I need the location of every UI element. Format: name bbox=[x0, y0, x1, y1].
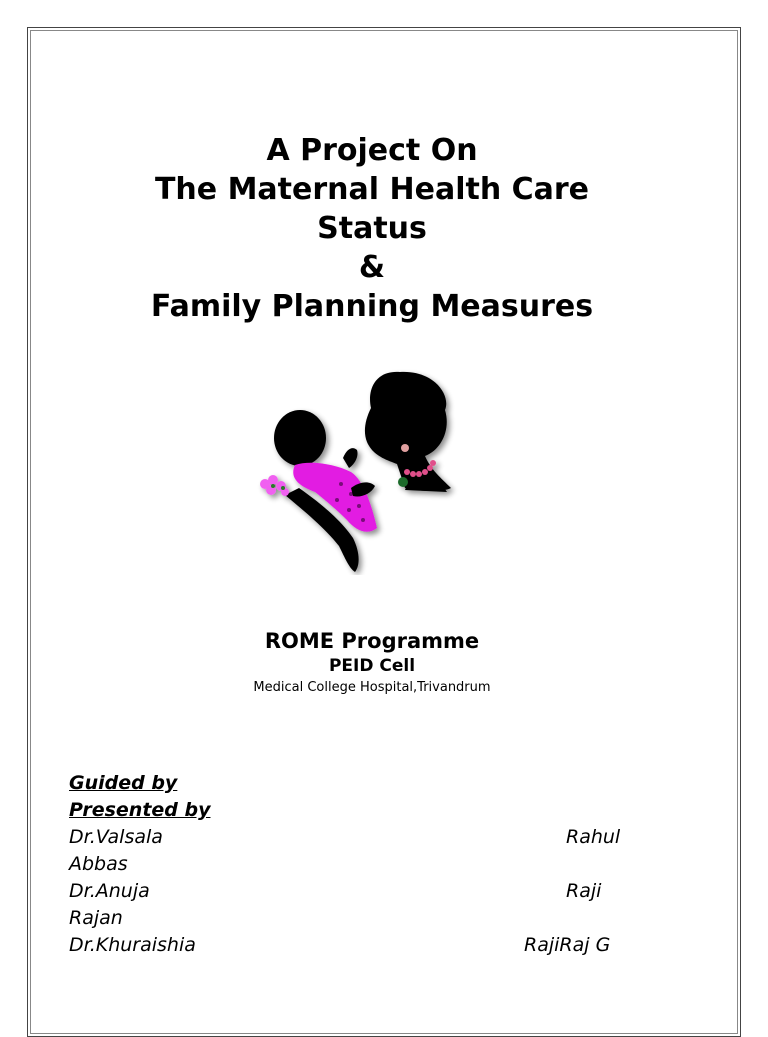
guide-name: Abbas bbox=[69, 853, 128, 875]
people-line bbox=[69, 851, 669, 878]
presenter-name: Raji bbox=[566, 880, 602, 902]
presented-by-heading: Presented by bbox=[69, 799, 211, 821]
people-line bbox=[69, 932, 669, 959]
cell-name: PEID Cell bbox=[328, 656, 416, 676]
people-line bbox=[69, 878, 669, 905]
people-section bbox=[69, 770, 669, 959]
people-line bbox=[69, 824, 669, 851]
programme-name: ROME Programme bbox=[264, 629, 480, 653]
guide-name: Dr.Khuraishia bbox=[69, 934, 196, 956]
guide-name: Rajan bbox=[69, 907, 123, 929]
mother-and-baby-silhouette-icon bbox=[255, 360, 465, 575]
title-line: Family Planning Measures bbox=[150, 289, 594, 324]
presenter-name: RajiRaj G bbox=[524, 934, 611, 956]
guide-name: Dr.Valsala bbox=[69, 826, 163, 848]
people-line bbox=[69, 905, 669, 932]
title-line: Status bbox=[317, 211, 427, 246]
guided-by-heading: Guided by bbox=[69, 772, 178, 794]
project-title bbox=[0, 131, 744, 326]
guide-name: Dr.Anuja bbox=[69, 880, 150, 902]
title-line: The Maternal Health Care bbox=[154, 172, 590, 207]
hospital-name: Medical College Hospital,Trivandrum bbox=[253, 680, 491, 695]
presenter-name: Rahul bbox=[566, 826, 621, 848]
title-line: A Project On bbox=[266, 133, 478, 168]
title-line: & bbox=[358, 250, 386, 285]
